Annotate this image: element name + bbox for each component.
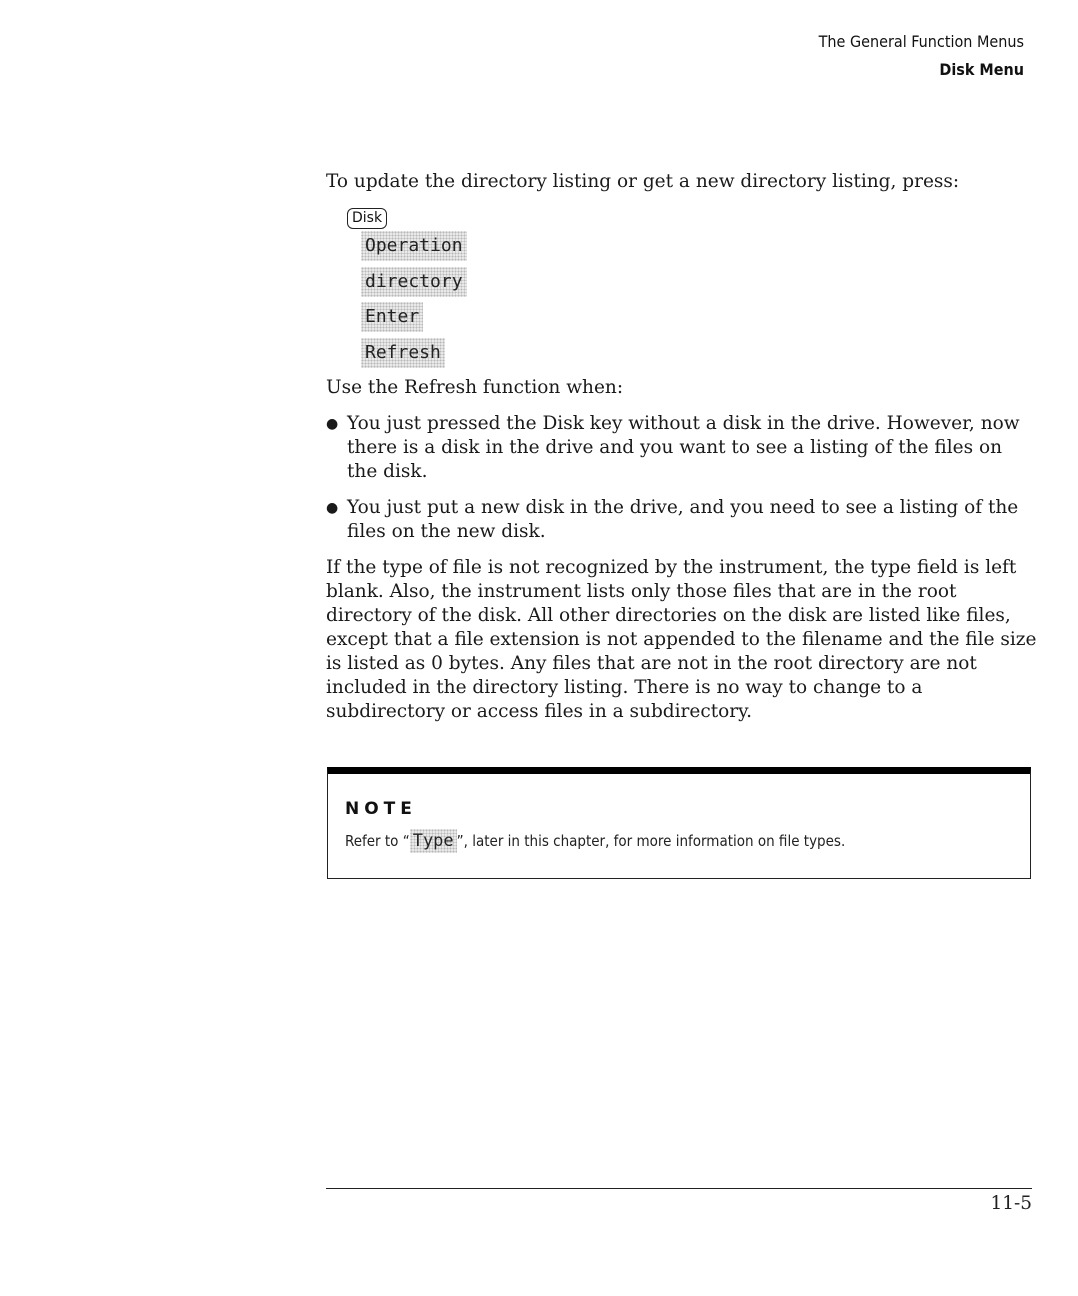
note-text-after: ”, later in this chapter, for more information on file types. — [456, 832, 846, 850]
bullet-text: You just put a new disk in the drive, and you need to see a listing of the files on the new disk. — [347, 497, 1019, 542]
page-number: 11-5 — [990, 1193, 1032, 1214]
softkey-refresh: Refresh — [361, 338, 445, 368]
use-refresh-line: Use the Refresh function when: — [326, 377, 624, 398]
note-text-before: Refer to “ — [345, 832, 410, 850]
note-box — [327, 767, 1031, 879]
bullet-item — [326, 496, 1036, 544]
running-header-section: Disk Menu — [939, 60, 1024, 79]
disk-hardkey: Disk — [347, 208, 387, 229]
footer-rule — [326, 1188, 1032, 1189]
softkey-enter: Enter — [361, 302, 423, 332]
intro-sentence: To update the directory listing or get a new directory listing, press: — [326, 171, 960, 192]
bullet-text: You just pressed the Disk key without a disk in the drive. However, now there is a disk in the drive and you want to see a listing of the files on the disk. — [347, 413, 1020, 482]
note-text — [345, 831, 845, 851]
bullet-dot-icon: ● — [326, 500, 339, 516]
note-softkey-type: Type — [410, 829, 457, 853]
bullet-dot-icon: ● — [326, 416, 339, 432]
softkey-operation: Operation — [361, 231, 467, 261]
running-header-title: The General Function Menus — [818, 32, 1024, 51]
softkey-directory: directory — [361, 267, 467, 297]
body-paragraph: If the type of file is not recognized by the instrument, the type field is left blank. Also, the instrument lists only those files that are in the root directory of the disk. All other directories on the disk are listed like files, except that a file extension is not appended to the filename and the file size is listed as 0 bytes. Any files that are not in the root directory are not included in the directory listing. There is no way to change to a subdirectory or access files in a subdirectory. — [326, 557, 1037, 722]
note-label: NOTE — [345, 799, 417, 819]
bullet-item — [326, 412, 1036, 484]
